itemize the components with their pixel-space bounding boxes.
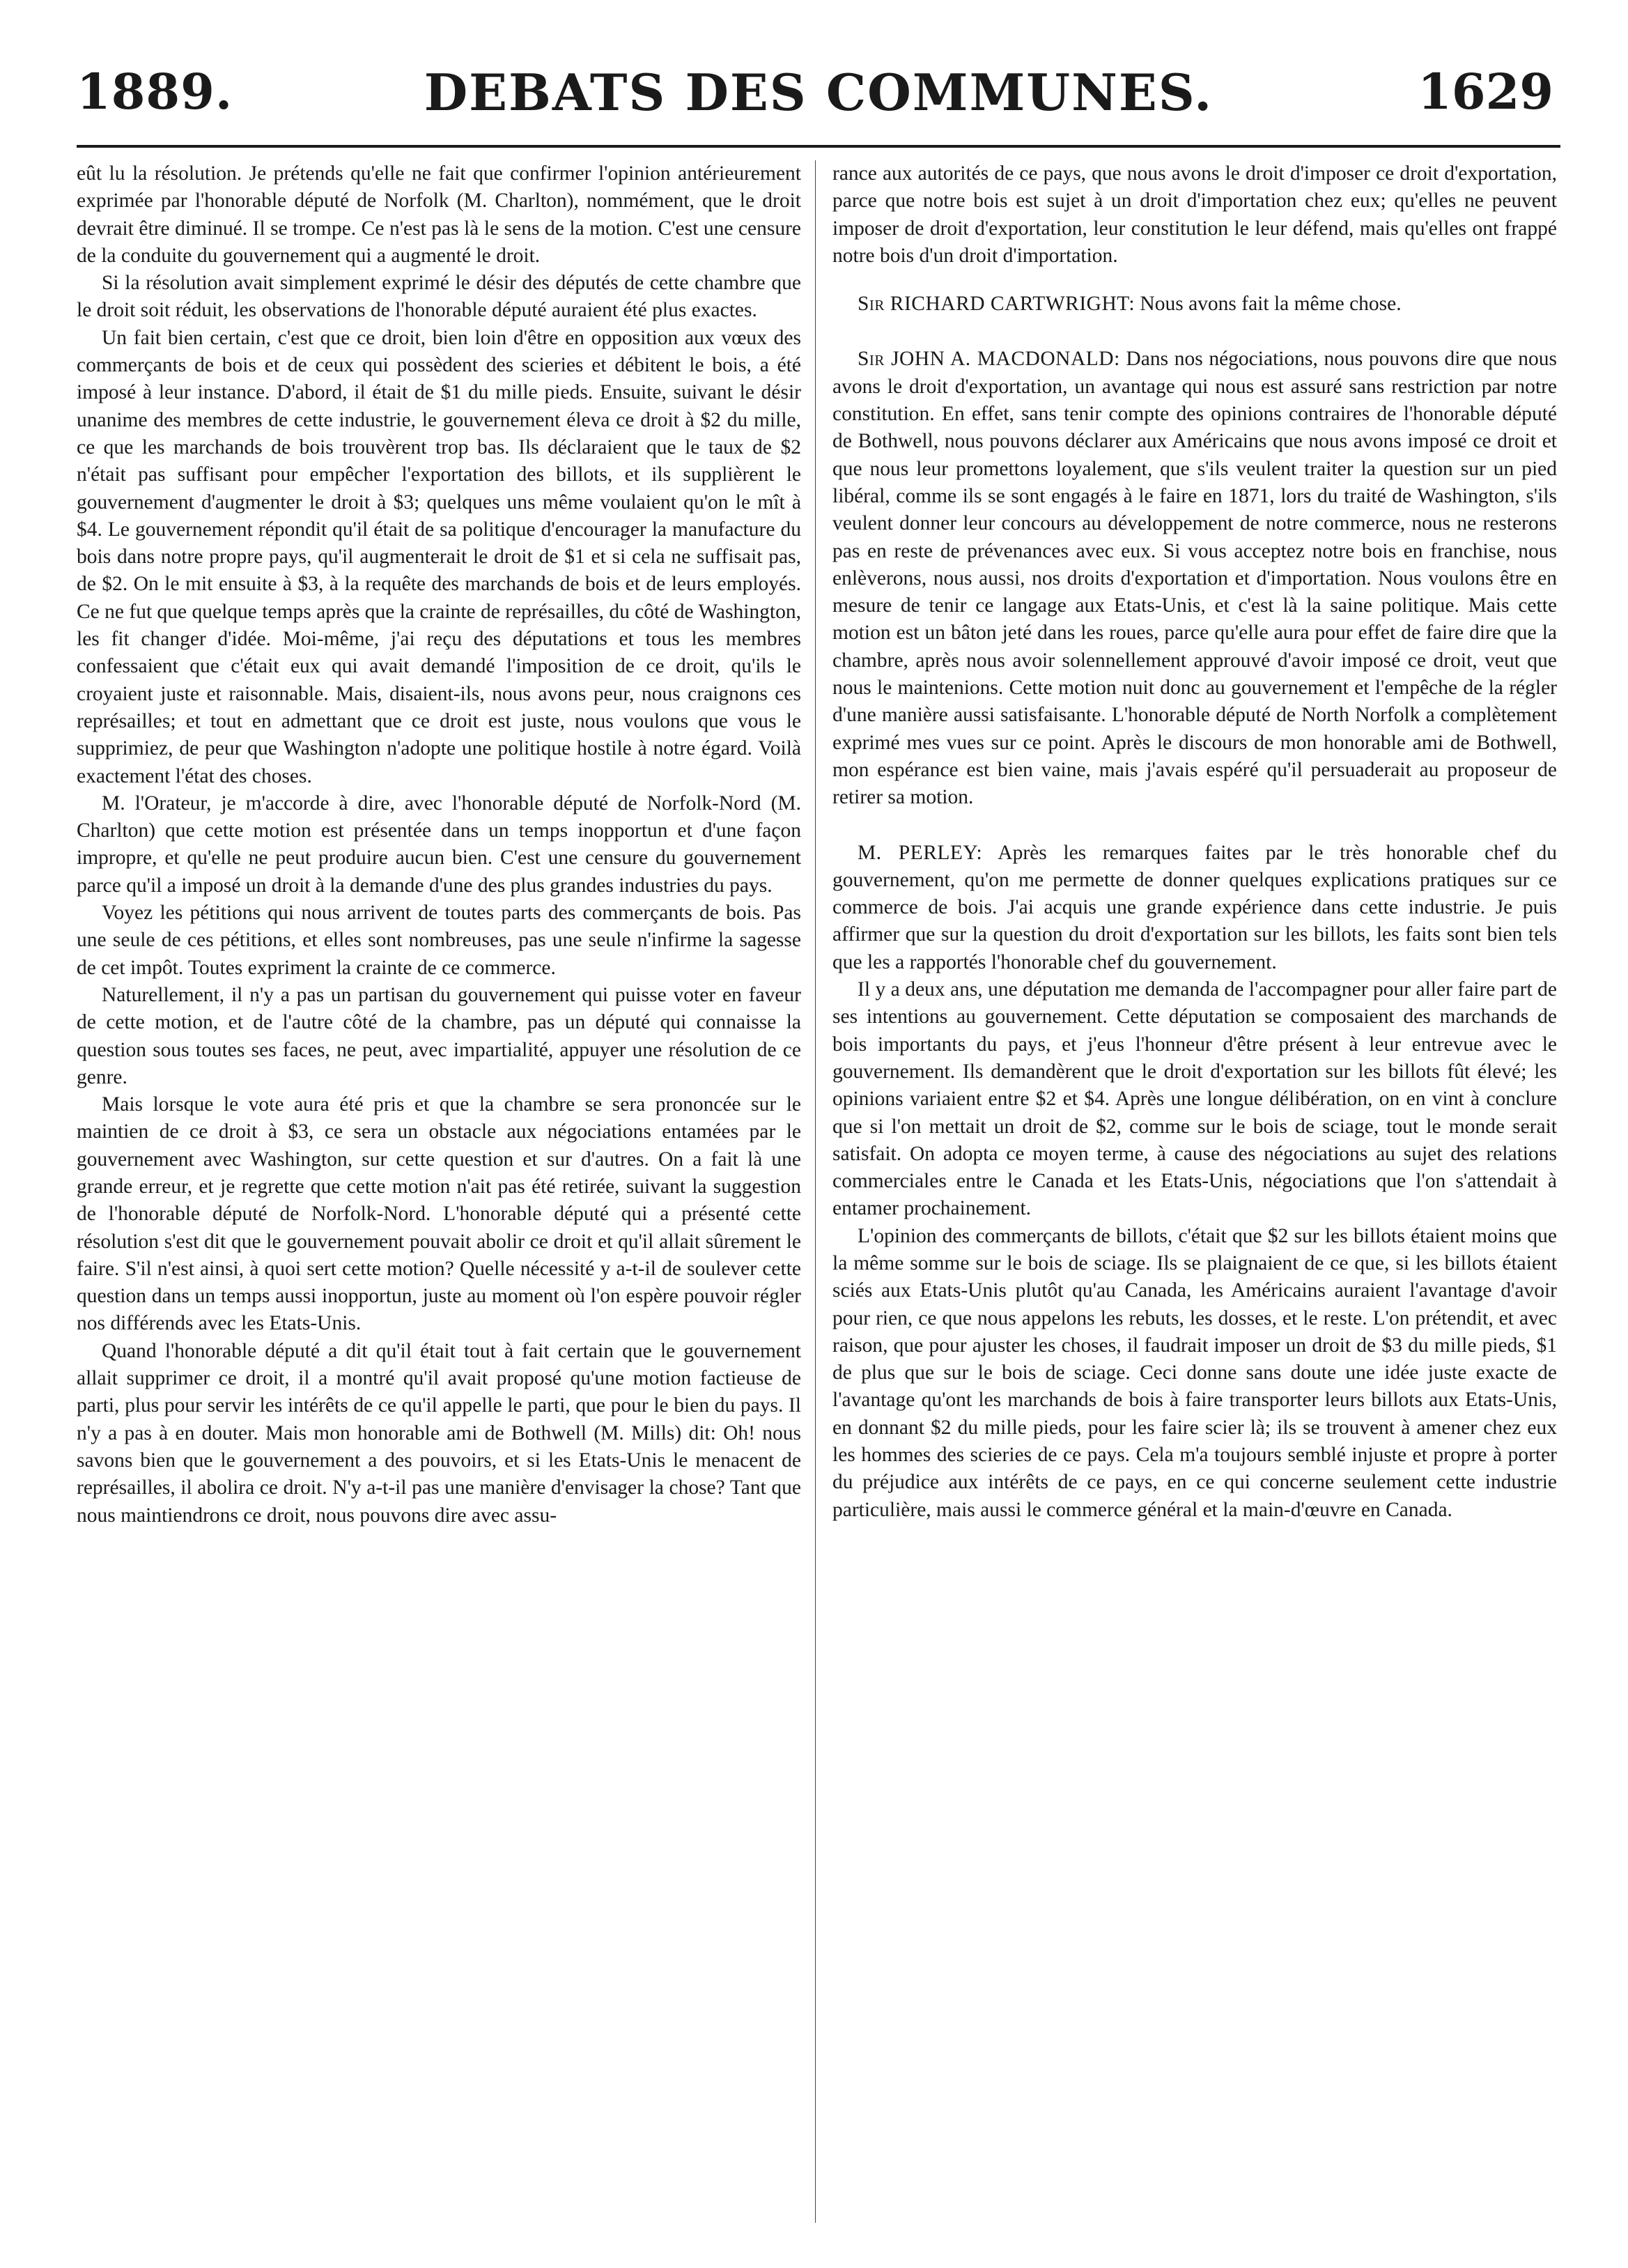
paragraph: Il y a deux ans, une députation me demanda de l'accompagner pour aller faire part de ses intentions au gouvernement. Cette députation se composaient des marchands de bois importants du pays, et j'eus l'honneur d'être présent à leur entrevue avec le gouvernement. Ils demandèrent que le droit d'exportation sur les billots fût élevé; les opinions variaient entre $2 et $4. Après une longue délibération, on en vint à conclure que si l'on mettait un droit de $2, comme sur le bois de sciage, tout le monde serait satisfait. On adopta ce moyen terme, à cause des négociations au sujet des relations commerciales entre le Canada et les Etats-Unis, négociations que l'on s'attendait à entamer prochainement. [832, 978, 1557, 1220]
paragraph: M. l'Orateur, je m'accorde à dire, avec l'honorable député de Norfolk-Nord (M. Charlton) que cette motion est présentée dans un temps inopportun et d'une façon impropre, et qu'elle ne peut produire aucun bien. C'est une censure du gouvernement parce qu'il a imposé un droit à la demande d'une des plus grandes industries du pays. [77, 792, 801, 897]
speaker-name: Sir JOHN A. MACDONALD: [858, 348, 1120, 371]
paragraph: Un fait bien certain, c'est que ce droit, bien loin d'être en opposition aux vœux des commerçants de bois et de ceux qui possèdent des scieries et débitent le bois, a été imposé à leur instance. D'abord, il était de $1 du mille pieds. Ensuite, suivant le désir unanime des membres de cette industrie, le gouvernement éleva ce droit à $2 du mille, ce que les marchands de bois trouvèrent trop bas. Ils déclaraient que le taux de $2 n'était pas suffisant pour empêcher l'exportation des billots, et ils supplièrent le gouvernement d'augmenter le droit à $3; quelques uns même voulaient qu'on le mît à $4. Le gouvernement répondit qu'il était de sa politique d'encourager la manufacture du bois dans notre propre pays, qu'il augmenterait le droit de $1 et si cela ne suffisait pas, de $2. On le mit ensuite à $3, à la requête des marchands de bois et de leurs employés. Ce ne fut que quelque temps après que la crainte de représailles, du côté de Washington, les fit changer d'idée. Moi-même, j'ai reçu des députations et tous les membres confessaient que c'était eux qui avait demandé l'imposition de ce droit, qu'ils le croyaient juste et raisonnable. Mais, disaient-ils, nous avons peur, nous craignons ces représailles; et tout en admettant que ce droit est juste, nous voulons que vous le supprimiez, de peur que Washington n'adopte une politique hostile à notre égard. Voilà exactement l'état des choses. [77, 326, 801, 787]
paragraph: eût lu la résolution. Je prétends qu'elle ne fait que confirmer l'opinion antérieurement exprimée par l'honorable député de Norfolk (M. Charlton), nommément, que le droit devrait être diminué. Il se trompe. Ce n'est pas là le sens de la motion. C'est une censure de la conduite du gouvernement qui a augmenté le droit. [77, 162, 801, 267]
speaker-name: M. PERLEY: [858, 841, 983, 864]
paragraph: Mais lorsque le vote aura été pris et que la chambre se sera prononcée sur le maintien de ce droit à $3, ce sera un obstacle aux négociations entamées par le gouvernement avec Washington, sur cette question et sur d'autres. On a fait là une grande erreur, et je regrette que cette motion n'ait pas été retirée, suivant la suggestion de l'honorable député de Norfolk-Nord. L'honorable député qui a présenté cette résolution s'est dit que le gouvernement pouvait abolir ce droit et qu'il allait sûrement le faire. S'il n'est ainsi, à quoi sert cette motion? Quelle nécessité y a-t-il de soulever cette question dans un temps aussi inopportun, juste au moment où l'on espère pouvoir régler nos différends avec les Etats-Unis. [77, 1093, 801, 1335]
header-title: DEBATS DES COMMUNES. [424, 63, 1214, 122]
page-header [77, 42, 1560, 125]
column-divider [815, 160, 816, 2223]
paragraph: rance aux autorités de ce pays, que nous avons le droit d'imposer ce droit d'exportation, parce que notre bois est sujet à un droit d'importation chez eux; qu'elles ne peuvent imposer de droit d'exportation, leur constitution le leur défend, mais qu'elles ont frappé notre bois d'un droit d'importation. [832, 162, 1557, 267]
header-rule [77, 145, 1560, 148]
paragraph: L'opinion des commerçants de billots, c'était que $2 sur les billots étaient moins que la même somme sur le bois de sciage. Ils se plaignaient de ce que, si les billots étaient sciés aux Etats-Unis plutôt qu'au Canada, les Américains auraient l'avantage d'avoir pour rien, ce que nous appelons les rebuts, les dosses, et le reste. L'on prétendit, et avec raison, que pour ajuster les choses, il faudrait imposer un droit de $3 du mille pieds, $1 de plus que sur le bois de sciage. Ceci donne sans doute une idée juste exacte de l'avantage qu'ont les marchands de bois à faire transporter leurs billots aux Etats-Unis, en donnant $2 du mille pieds, pour les faire scier là; ils se trouvent à amener chez eux les hommes des scieries de ce pays. Cela m'a toujours semblé injuste et propre à porter du préjudice aux intérêts de ce pays, en ce qui concerne seulement cette industrie particulière, mais aussi le commerce général et la main-d'œuvre en Canada. [832, 1224, 1557, 1521]
speech-text: Nous avons fait la même chose. [1140, 293, 1402, 316]
paragraph: Naturellement, il n'y a pas un partisan du gouvernement qui puisse voter en faveur de cette motion, et de l'autre côté de la chambre, pas un député qui connaisse la question sous toutes ses faces, ne peut, avec impartialité, appuyer une résolution de ce genre. [77, 983, 801, 1088]
speaker-name: Sir RICHARD CARTWRIGHT: [858, 293, 1135, 316]
speech-macdonald [832, 346, 1557, 811]
speech-text: Dans nos négociations, nous pouvons dire que nous avons le droit d'exportation, un avantage qui nous est assuré sans restriction par notre constitution. En effet, sans tenir compte des opinions contraires de l'honorable député de Bothwell, nous pouvons déclarer aux Américains que nous avons imposé ce droit et que nous leur promettons loyalement, que s'ils veulent traiter la question sur un pied libéral, comme ils se sont engagés à le faire en 1871, lors du traité de Washington, s'ils veulent donner leur concours au développement de notre commerce, nous ne resterons pas en reste de prévenances avec eux. Si vous acceptez notre bois en franchise, nous enlèverons, nous aussi, nos droits d'exportation et d'importation. Nous voulons être en mesure de tenir ce langage aux Etats-Unis, et c'est là la saine politique. Mais cette motion est un bâton jeté dans les roues, parce qu'elle aura pour effet de faire dire que la chambre, après nous avoir solennellement approuvé d'avoir imposé ce droit, veut que nous le maintenions. Cette motion nuit donc au gouvernement et l'empêche de la régler d'une manière aussi satisfaisante. L'honorable député de North Norfolk a complètement exprimé mes vues sur ce point. Après le discours de mon honorable ami de Bothwell, mon espérance est bien vaine, mais j'avais espéré qu'il persuaderait au proposeur de retirer sa motion. [832, 348, 1557, 809]
speech-perley [832, 840, 1557, 976]
paragraph: Quand l'honorable député a dit qu'il était tout à fait certain que le gouvernement allait supprimer ce droit, il a montré qu'il avait proposé qu'une motion factieuse de parti, plus pour servir les intérêts de ce qu'il appelle le parti, que pour le bien du pays. Il n'y a pas à en douter. Mais mon honorable ami de Bothwell (M. Mills) dit: Oh! nous savons bien que le gouvernement a des pouvoirs, et si les Etats-Unis le menacent de représailles, il abolira ce droit. N'y a-t-il pas une manière d'envisager la chose? Tant que nous maintiendrons ce droit, nous pouvons dire avec assu- [77, 1339, 801, 1527]
paragraph: Si la résolution avait simplement exprimé le désir des députés de cette chambre que le droit soit réduit, les observations de l'honorable député auraient été plus exactes. [77, 272, 801, 322]
header-page-number: 1629 [1418, 63, 1553, 121]
text-columns [77, 160, 1560, 2237]
paragraph: Voyez les pétitions qui nous arrivent de toutes parts des commerçants de bois. Pas une seule de ces pétitions, et elles sont nombreuses, pas une seule n'infirme la sagesse de cet impôt. Toutes expriment la crainte de ce commerce. [77, 902, 801, 979]
speech-cartwright [832, 291, 1557, 318]
right-column [832, 160, 1557, 2237]
left-column [77, 160, 801, 2237]
header-year: 1889. [77, 63, 233, 121]
page [77, 42, 1560, 2237]
speech-text: Après les remarques faites par le très honorable chef du gouvernement, qu'on me permette de donner quelques explications pratiques sur ce commerce de bois. J'ai acquis une grande expérience dans cette industrie. Je puis affirmer que sur la question du droit d'exportation sur les billots, les faits sont bien tels que les a rapportés l'honorable chef du gouvernement. [832, 841, 1557, 973]
